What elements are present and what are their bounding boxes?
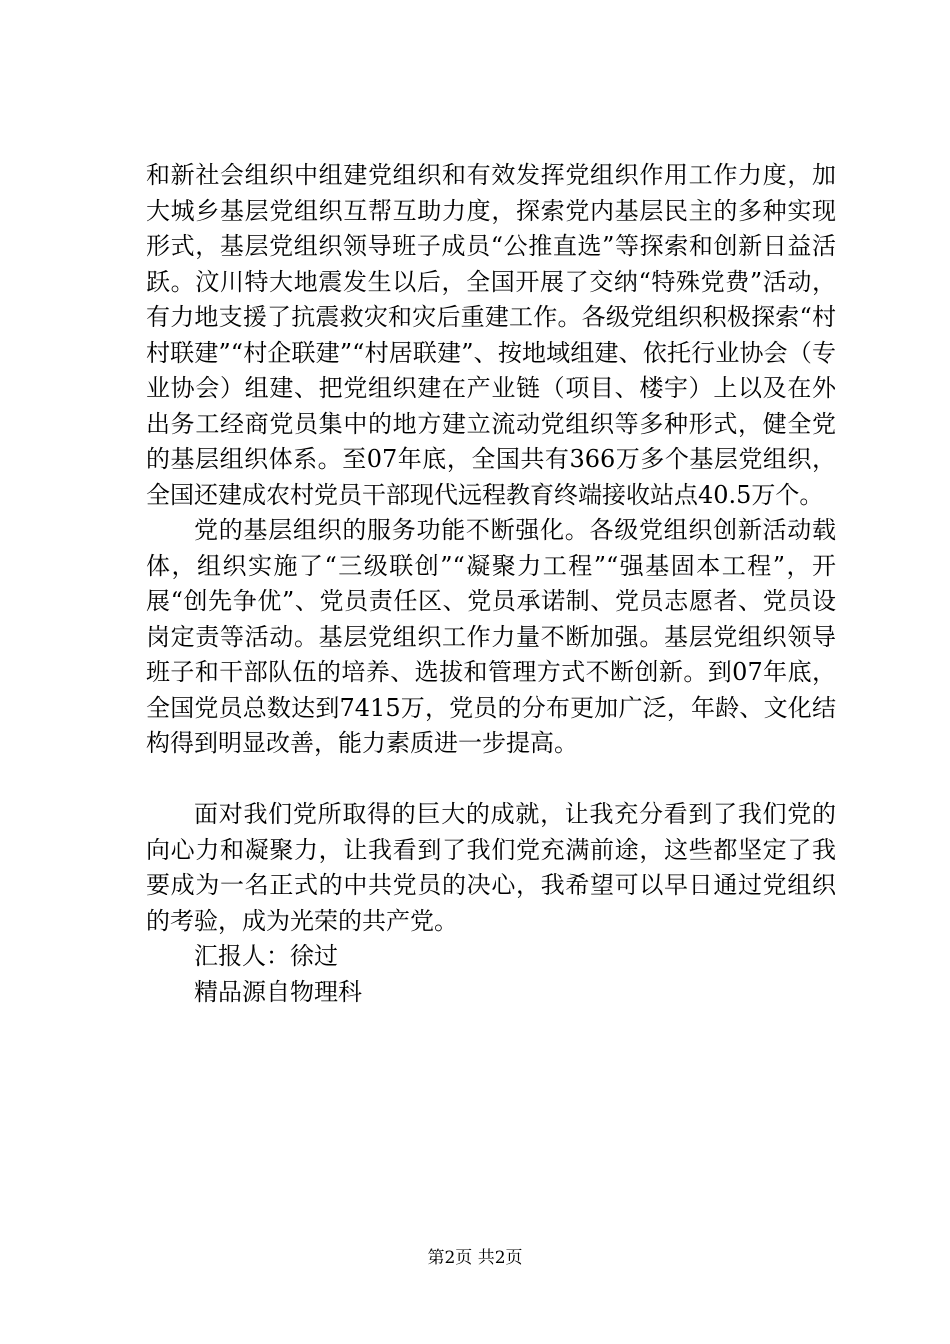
reporter-line: 汇报人：徐过 — [194, 942, 338, 970]
source-line: 精品源自物理科 — [194, 977, 362, 1006]
page-footer: 第2页 共2页 — [427, 1248, 523, 1268]
paragraph-spacer — [146, 762, 836, 798]
paragraph-3: 面对我们党所取得的巨大的成就，让我充分看到了我们党的向心力和凝聚力，让我看到了我们党充满前途，这些都坚定了我要成为一名正式的中共党员的决心，我希望可以早日通过党组织的考验，成为光荣的共产党。 — [146, 800, 836, 935]
paragraph-2: 党的基层组织的服务功能不断强化。各级党组织创新活动载体，组织实施了“三级联创”“凝聚力工程”“强基固本工程”，开展“创先争优”、党员责任区、党员承诺制、党员志愿者、党员设岗定责等活动。基层党组织工作力量不断加强。基层党组织领导班子和干部队伍的培养、选拔和管理方式不断创新。到07年底，全国党员总数达到7415万，党员的分布更加广泛，年龄、文化结构得到明显改善，能力素质进一步提高。 — [146, 516, 836, 757]
paragraph-1: 和新社会组织中组建党组织和有效发挥党组织作用工作力度，加大城乡基层党组织互帮互助力度，探索党内基层民主的多种实现形式，基层党组织领导班子成员“公推直选”等探索和创新日益活跃。汶川特大地震发生以后，全国开展了交纳“特殊党费”活动，有力地支援了抗震救灾和灾后重建工作。各级党组织积极探索“村村联建”“村企联建”“村居联建”、按地域组建、依托行业协会（专业协会）组建、把党组织建在产业链（项目、楼宇）上以及在外出务工经商党员集中的地方建立流动党组织等多种形式，健全党的基层组织体系。至07年底，全国共有366万多个基层党组织，全国还建成农村党员干部现代远程教育终端接收站点40.5万个。 — [146, 161, 836, 509]
document-body — [146, 158, 836, 1010]
